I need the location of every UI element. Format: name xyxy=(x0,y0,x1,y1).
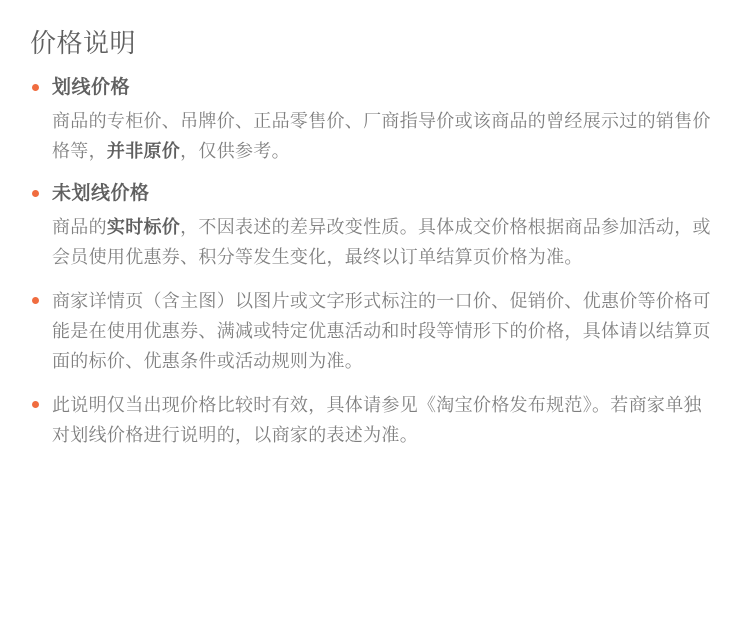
section-disclaimer xyxy=(30,390,720,450)
section-body: 商家详情页（含主图）以图片或文字形式标注的一口价、促销价、优惠价等价格可能是在使用优惠券、满减或特定优惠活动和时段等情形下的价格，具体请以结算页面的标价、优惠条件或活动规则为准。 xyxy=(52,291,711,371)
body-text-segment: 商品的专柜价、吊牌价、正品零售价、厂商指导价或该商品的曾经展示过的销售价格等， xyxy=(52,111,711,161)
bullet-icon xyxy=(32,401,39,408)
body-text-segment: ，不因表述的差异改变性质。具体成交价格根据商品参加活动，或会员使用优惠券、积分等发生变化，最终以订单结算页价格为准。 xyxy=(52,217,711,267)
section-heading: 划线价格 xyxy=(52,77,131,98)
body-text-emphasis: 并非原价 xyxy=(106,141,181,161)
section-body: 此说明仅当出现价格比较时有效，具体请参见《淘宝价格发布规范》。若商家单独对划线价格进行说明的，以商家的表述为准。 xyxy=(52,395,702,445)
section-merchant-detail-page xyxy=(30,286,720,376)
body-text-emphasis: 实时标价 xyxy=(106,217,181,237)
section-body xyxy=(52,106,720,166)
bullet-icon xyxy=(32,190,39,197)
section-strikethrough-price xyxy=(30,74,720,166)
page-title: 价格说明 xyxy=(30,28,137,58)
section-non-strikethrough-price xyxy=(30,180,720,272)
bullet-icon xyxy=(32,297,39,304)
body-text-segment: ，仅供参考。 xyxy=(180,141,290,161)
body-text-segment: 商品的 xyxy=(52,217,107,237)
bullet-icon xyxy=(32,84,39,91)
section-body xyxy=(52,212,720,272)
section-heading: 未划线价格 xyxy=(52,183,150,204)
